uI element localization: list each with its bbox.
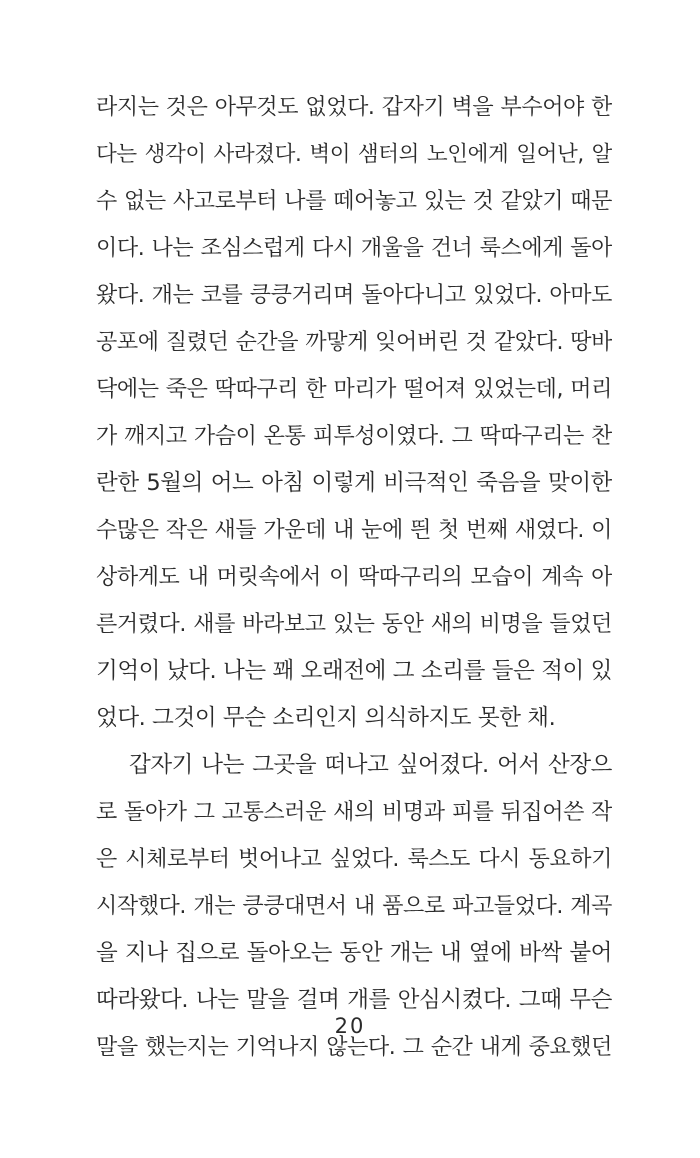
text-line: 란한 5월의 어느 아침 이렇게 비극적인 죽음을 맞이한 xyxy=(96,470,612,496)
text-line: 라지는 것은 아무것도 없었다. 갑자기 벽을 부수어야 한 xyxy=(96,95,612,120)
text-line: 기억이 났다. 나는 꽤 오래전에 그 소리를 들은 적이 있 xyxy=(96,658,612,684)
text-line: 시작했다. 개는 킁킁대면서 내 품으로 파고들었다. 계곡 xyxy=(96,894,612,919)
page-number: 20 xyxy=(334,1014,366,1038)
text-line: 을 지나 집으로 돌아오는 동안 개는 내 옆에 바싹 붙어 xyxy=(96,940,612,966)
text-line: 이다. 나는 조심스럽게 다시 개울을 건너 룩스에게 돌아 xyxy=(96,236,612,261)
body-text xyxy=(96,84,612,1071)
text-line: 공포에 질렸던 순간을 까맣게 잊어버린 것 같았다. 땅바 xyxy=(96,330,612,355)
text-line: 었다. 그것이 무슨 소리인지 의식하지도 못한 채. xyxy=(96,705,556,731)
text-line: 왔다. 개는 코를 킁킁거리며 돌아다니고 있었다. 아마도 xyxy=(96,283,612,308)
text-line: 따라왔다. 나는 말을 걸며 개를 안심시켰다. 그때 무슨 xyxy=(96,987,612,1013)
text-line: 말을 했는지는 기억나지 않는다. 그 순간 내게 중요했던 xyxy=(96,1035,612,1060)
text-line: 갑자기 나는 그곳을 떠나고 싶어졌다. 어서 산장으 xyxy=(129,752,612,778)
text-line: 상하게도 내 머릿속에서 이 딱따구리의 모습이 계속 아 xyxy=(96,565,612,590)
text-line: 수 없는 사고로부터 나를 떼어놓고 있는 것 같았기 때문 xyxy=(96,189,612,214)
text-line: 은 시체로부터 벗어나고 싶었다. 룩스도 다시 동요하기 xyxy=(96,847,612,872)
text-line: 수많은 작은 새들 가운데 내 눈에 띈 첫 번째 새였다. 이 xyxy=(96,518,612,543)
text-line: 가 깨지고 가슴이 온통 피투성이였다. 그 딱따구리는 찬 xyxy=(96,424,612,449)
text-line: 닥에는 죽은 딱따구리 한 마리가 떨어져 있었는데, 머리 xyxy=(96,377,612,402)
text-line: 른거렸다. 새를 바라보고 있는 동안 새의 비명을 들었던 xyxy=(96,612,612,637)
text-line: 다는 생각이 사라졌다. 벽이 샘터의 노인에게 일어난, 알 xyxy=(96,142,612,167)
text-line: 로 돌아가 그 고통스러운 새의 비명과 피를 뒤집어쓴 작 xyxy=(96,800,612,825)
